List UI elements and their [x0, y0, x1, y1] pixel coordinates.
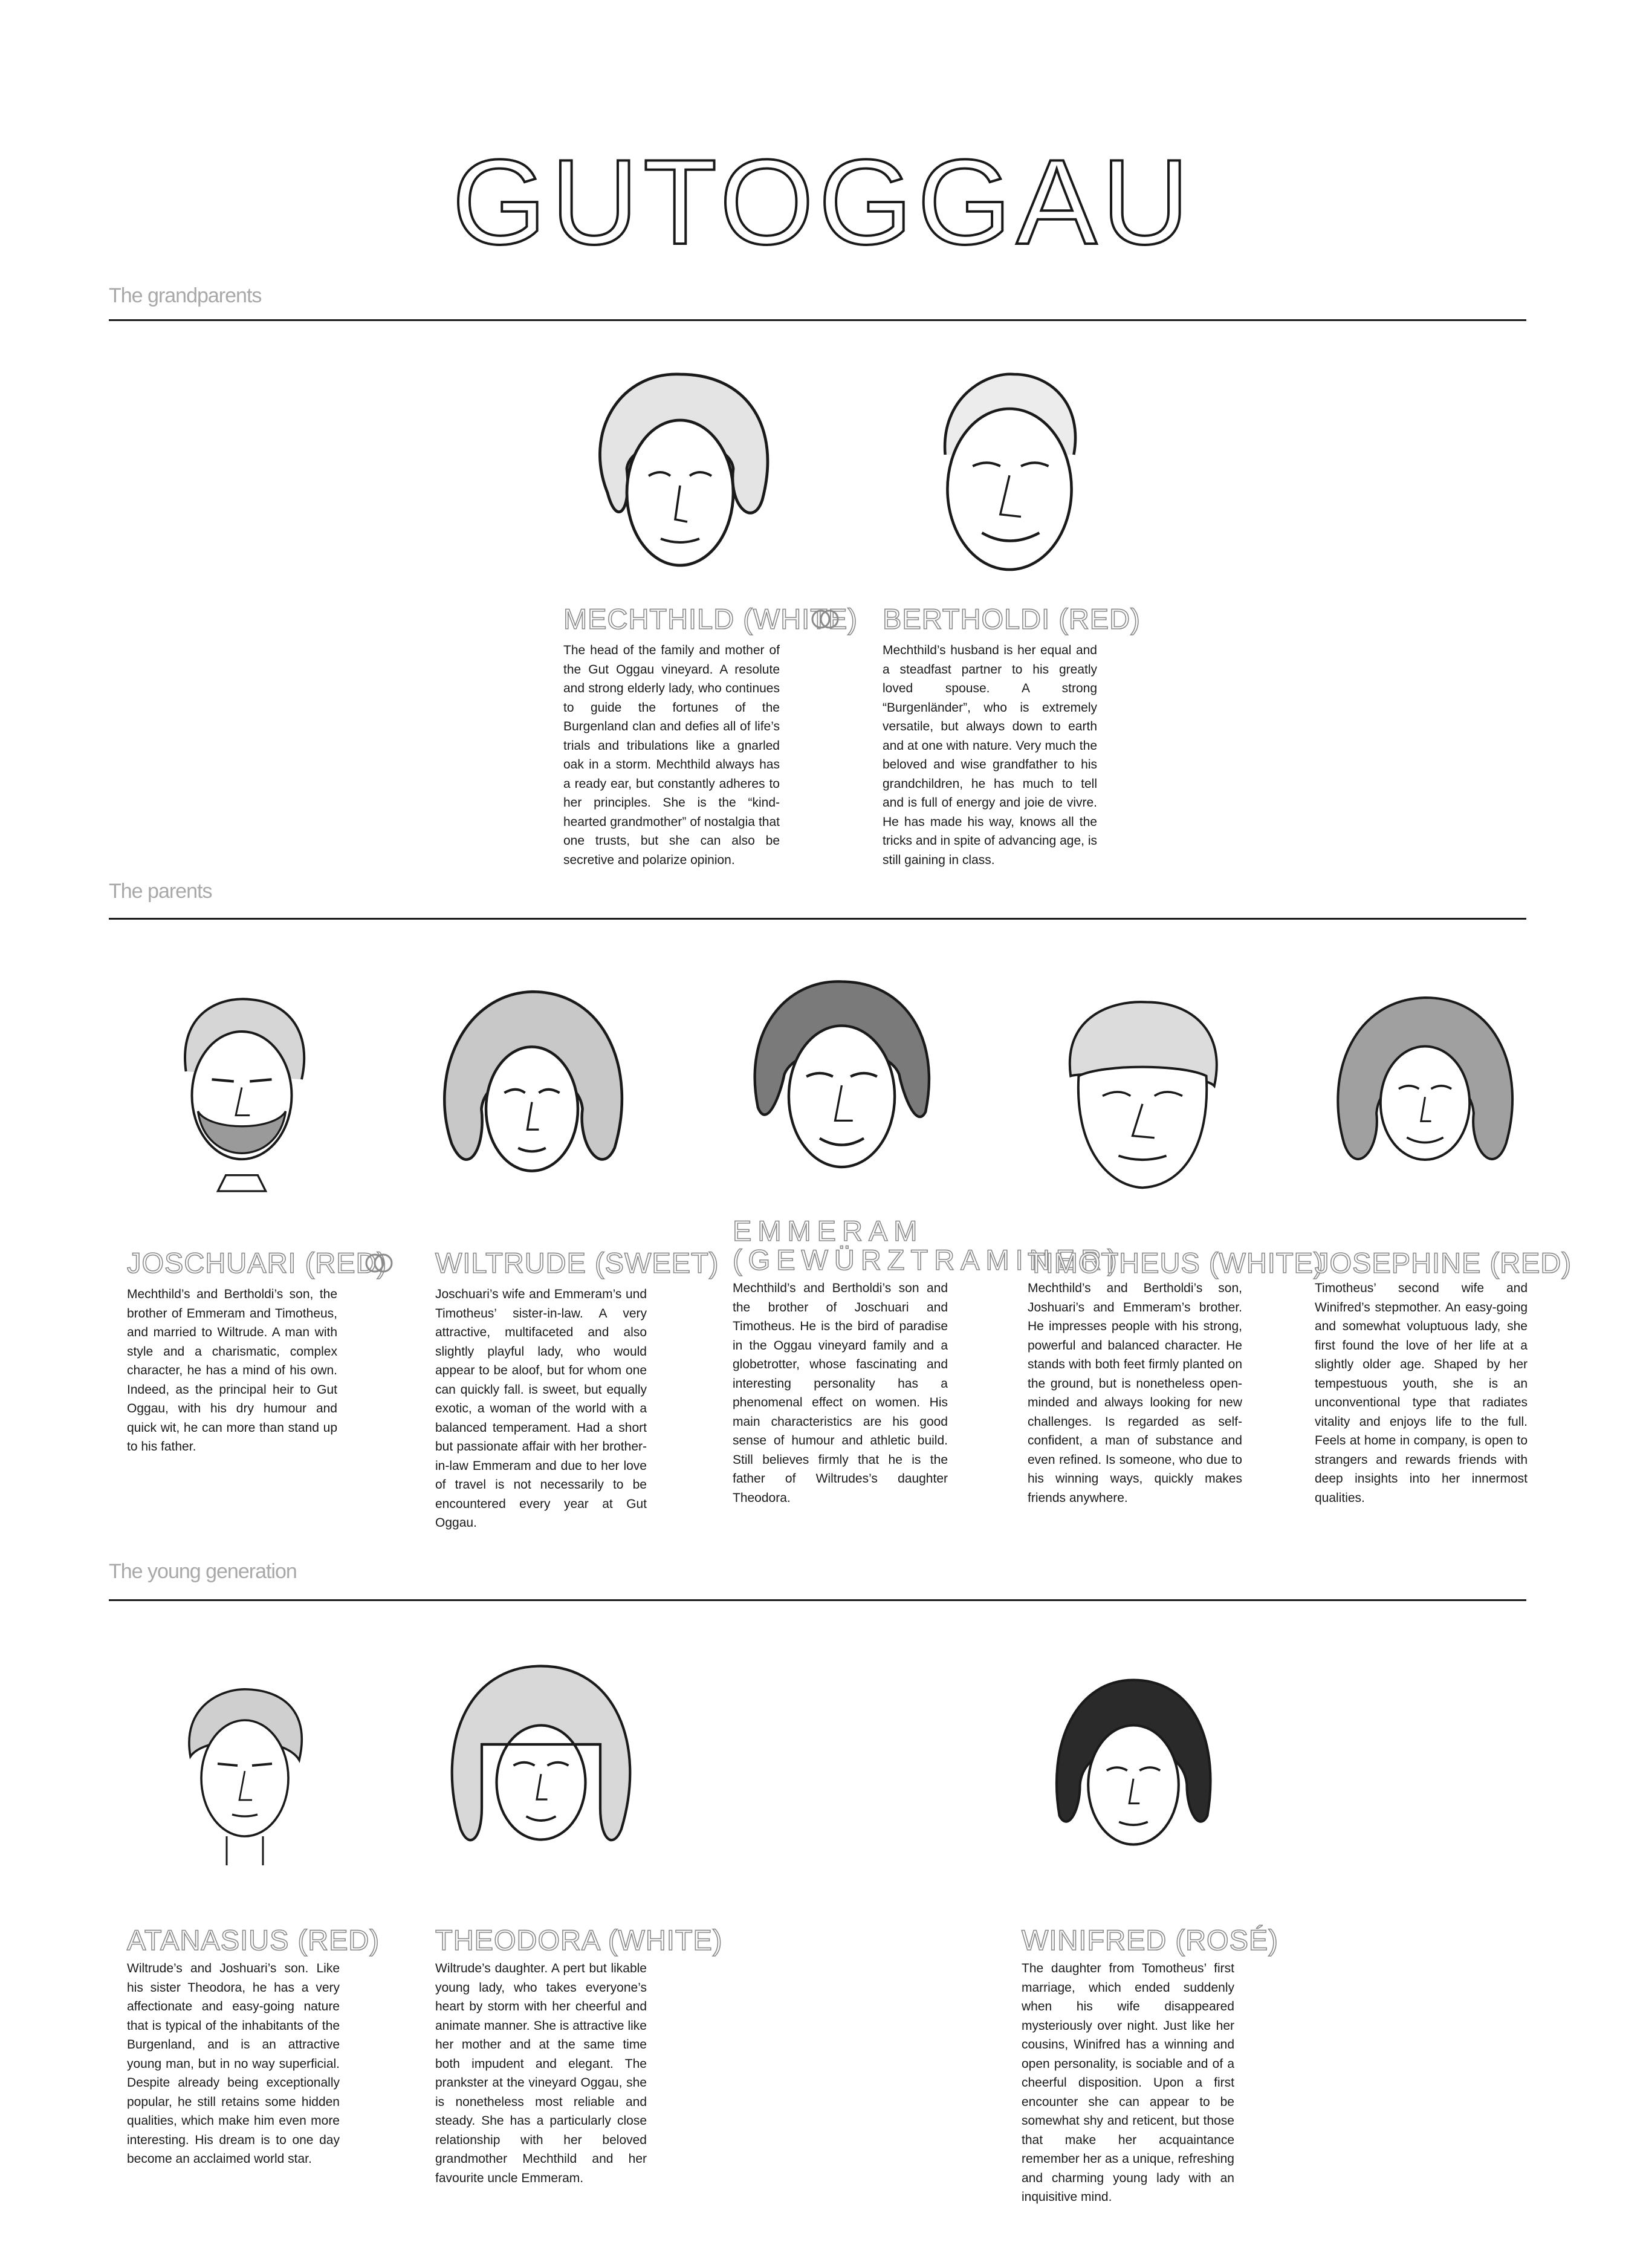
section-divider [109, 918, 1526, 920]
portrait-winifred [1031, 1654, 1236, 1896]
section-divider [109, 1599, 1526, 1601]
portrait-atanasius [154, 1648, 335, 1902]
portrait-icon [895, 360, 1124, 596]
bio-emmeram: Mechthild’s and Bertholdi’s son and the brother of Joschuari and Timotheus. He is the bird of paradise in the Oggau vineyard family and a globetrotter, whose fascinating and interesting personality has a phenomenal effect on women. His main characteristics are his good sense of humour and athletic build. Still believes firmly that he is the father of Wiltrudes’s daughter Theodora. [733, 1281, 948, 1505]
portrait-icon [417, 973, 647, 1221]
name-josephine: JOSEPHINE (RED) [1315, 1247, 1572, 1279]
wedding-rings-icon [364, 1252, 394, 1275]
name-timotheus: TIMOTHEUS (WHITE) [1028, 1247, 1324, 1279]
bio-bertholdi: Mechthild’s husband is her equal and a steadfast partner to his greatly loved spouse. A strong “Burgenländer”, who is extremely versatile, but always down to earth and at one with nature. Very much the beloved and wise grandfather to his grandchildren, he has much to tell and is full of energy and joie de vivre. He has made his way, knows all the tricks and in spite of advancing age, is still gaining in class. [883, 643, 1097, 867]
portrait-icon [154, 1648, 335, 1902]
portrait-bertholdi [895, 360, 1124, 596]
page-title: GUTOGGAU [452, 135, 1194, 270]
portrait-icon [559, 360, 801, 602]
portrait-josephine [1324, 986, 1526, 1200]
bio-atanasius: Wiltrude’s and Joshuari’s son. Like his sister Theodora, he has a very affectionate and easy-going nature that is typical of the inhabitants of the Burgenland, and is an attractive young man, but in no way superficial. Despite already being exceptionally popular, he still retains some hidden qualities, which make him even more interesting. His dream is to one day become an acclaimed world star. [127, 1961, 340, 2166]
bio-timotheus: Mechthild’s and Bertholdi’s son, Joshuari’s and Emmeram’s brother. He impresses people with his strong, powerful and balanced character. He stands with both feet firmly planted on the ground, but is nonetheless open-minded and always looking for new challenges. Is regarded as self-confident, a man of substance and even refined. Is someone, who due to his winning ways, quickly makes friends anywhere. [1028, 1281, 1242, 1505]
bio-winifred: The daughter from Tomotheus’ first marriage, which ended suddenly when his wife disappeared mysteriously over night. Just like her cousins, Winifred has a winning and open personality, is sociable and of a cheerful disposition. Upon a first encounter she can appear to be somewhat shy and reticent, but those that make her acquaintance remember her as a unique, refreshing and charming young lady with an inquisitive mind. [1022, 1961, 1234, 2204]
portrait-timotheus [1043, 964, 1242, 1227]
portrait-emmeram [731, 964, 952, 1206]
portrait-wiltrude [417, 973, 647, 1221]
bio-theodora: Wiltrude’s daughter. A pert but likable young lady, who takes everyone’s heart by storm with her cheerful and animate manner. She is attractive like her mother and at the same time both impudent and elegant. The prankster at the vineyard Oggau, she is nonetheless most reliable and steady. She has a particularly close relationship with her beloved grandmother Mechthild and her favourite uncle Emmeram. [435, 1961, 647, 2185]
portrait-icon [1043, 964, 1242, 1227]
section-label-grandparents: The grandparents [109, 284, 262, 307]
bio-mechthild: The head of the family and mother of the Gut Oggau vineyard. A resolute and strong elderly lady, who continues to guide the fortunes of the Burgenland clan and defies all of life’s trials and tribulations like a gnarled oak in a storm. Mechthild always has a ready ear, but constantly adheres to her principles. She is the “kind-hearted grandmother” of nostalgia that one trusts, but she can also be secretive and polarize opinion. [563, 643, 780, 867]
portrait-icon [1324, 986, 1526, 1200]
bio-wiltrude: Joschuari’s wife and Emmeram’s und Timotheus’ sister-in-law. A very attractive, multifaceted and also slightly playful lady, who would appear to be aloof, but for whom one can quickly fall. is sweet, but equally exotic, a woman of the world with a balanced temperament. Had a short but passionate affair with her brother-in-law Emmeram and due to her love of travel is not necessarily to be encountered every year at Gut Oggau. [435, 1287, 647, 1530]
portrait-joschuari [142, 964, 342, 1218]
marriage-symbol [810, 608, 840, 631]
portrait-icon [142, 964, 342, 1218]
name-atanasius: ATANASIUS (RED) [127, 1924, 380, 1956]
section-divider [109, 319, 1526, 321]
name-theodora: THEODORA (WHITE) [435, 1924, 723, 1956]
bio-joschuari: Mechthild’s and Bertholdi’s son, the brother of Emmeram and Timotheus, and married to Wiltrude. A man with style and a charismatic, complex character, he has a mind of his own. Indeed, as the principal heir to Gut Oggau, with his dry humour and quick wit, he can more than stand up to his father. [127, 1287, 337, 1454]
name-mechthild: MECHTHILD (WHITE) [563, 603, 858, 635]
name-bertholdi: BERTHOLDI (RED) [883, 603, 1141, 635]
name-wiltrude: WILTRUDE (SWEET) [435, 1247, 719, 1279]
portrait-mechthild [559, 360, 801, 602]
name-emmeram: EMMERAM (GEWÜRZTRAMINER) [733, 1215, 1123, 1276]
marriage-symbol [364, 1252, 394, 1275]
name-joschuari: JOSCHUARI (RED) [127, 1247, 387, 1279]
portrait-theodora [435, 1645, 647, 1886]
wedding-rings-icon [810, 608, 840, 631]
name-winifred: WINIFRED (ROSÉ) [1022, 1924, 1278, 1956]
bio-josephine: Timotheus’ second wife and Winifred’s stepmother. An easy-going and somewhat voluptuous lady, she first found the love of her life at a slightly older age. Shaped by her tempestuous youth, she is an unconventional type that radiates vitality and enjoys life to the full. Feels at home in company, is open to strangers and rewards friends with deep insights into her innermost qualities. [1315, 1281, 1528, 1505]
portrait-icon [1031, 1654, 1236, 1896]
portrait-icon [435, 1645, 647, 1886]
section-label-parents: The parents [109, 880, 212, 903]
section-label-young-generation: The young generation [109, 1560, 297, 1583]
portrait-icon [731, 964, 952, 1206]
